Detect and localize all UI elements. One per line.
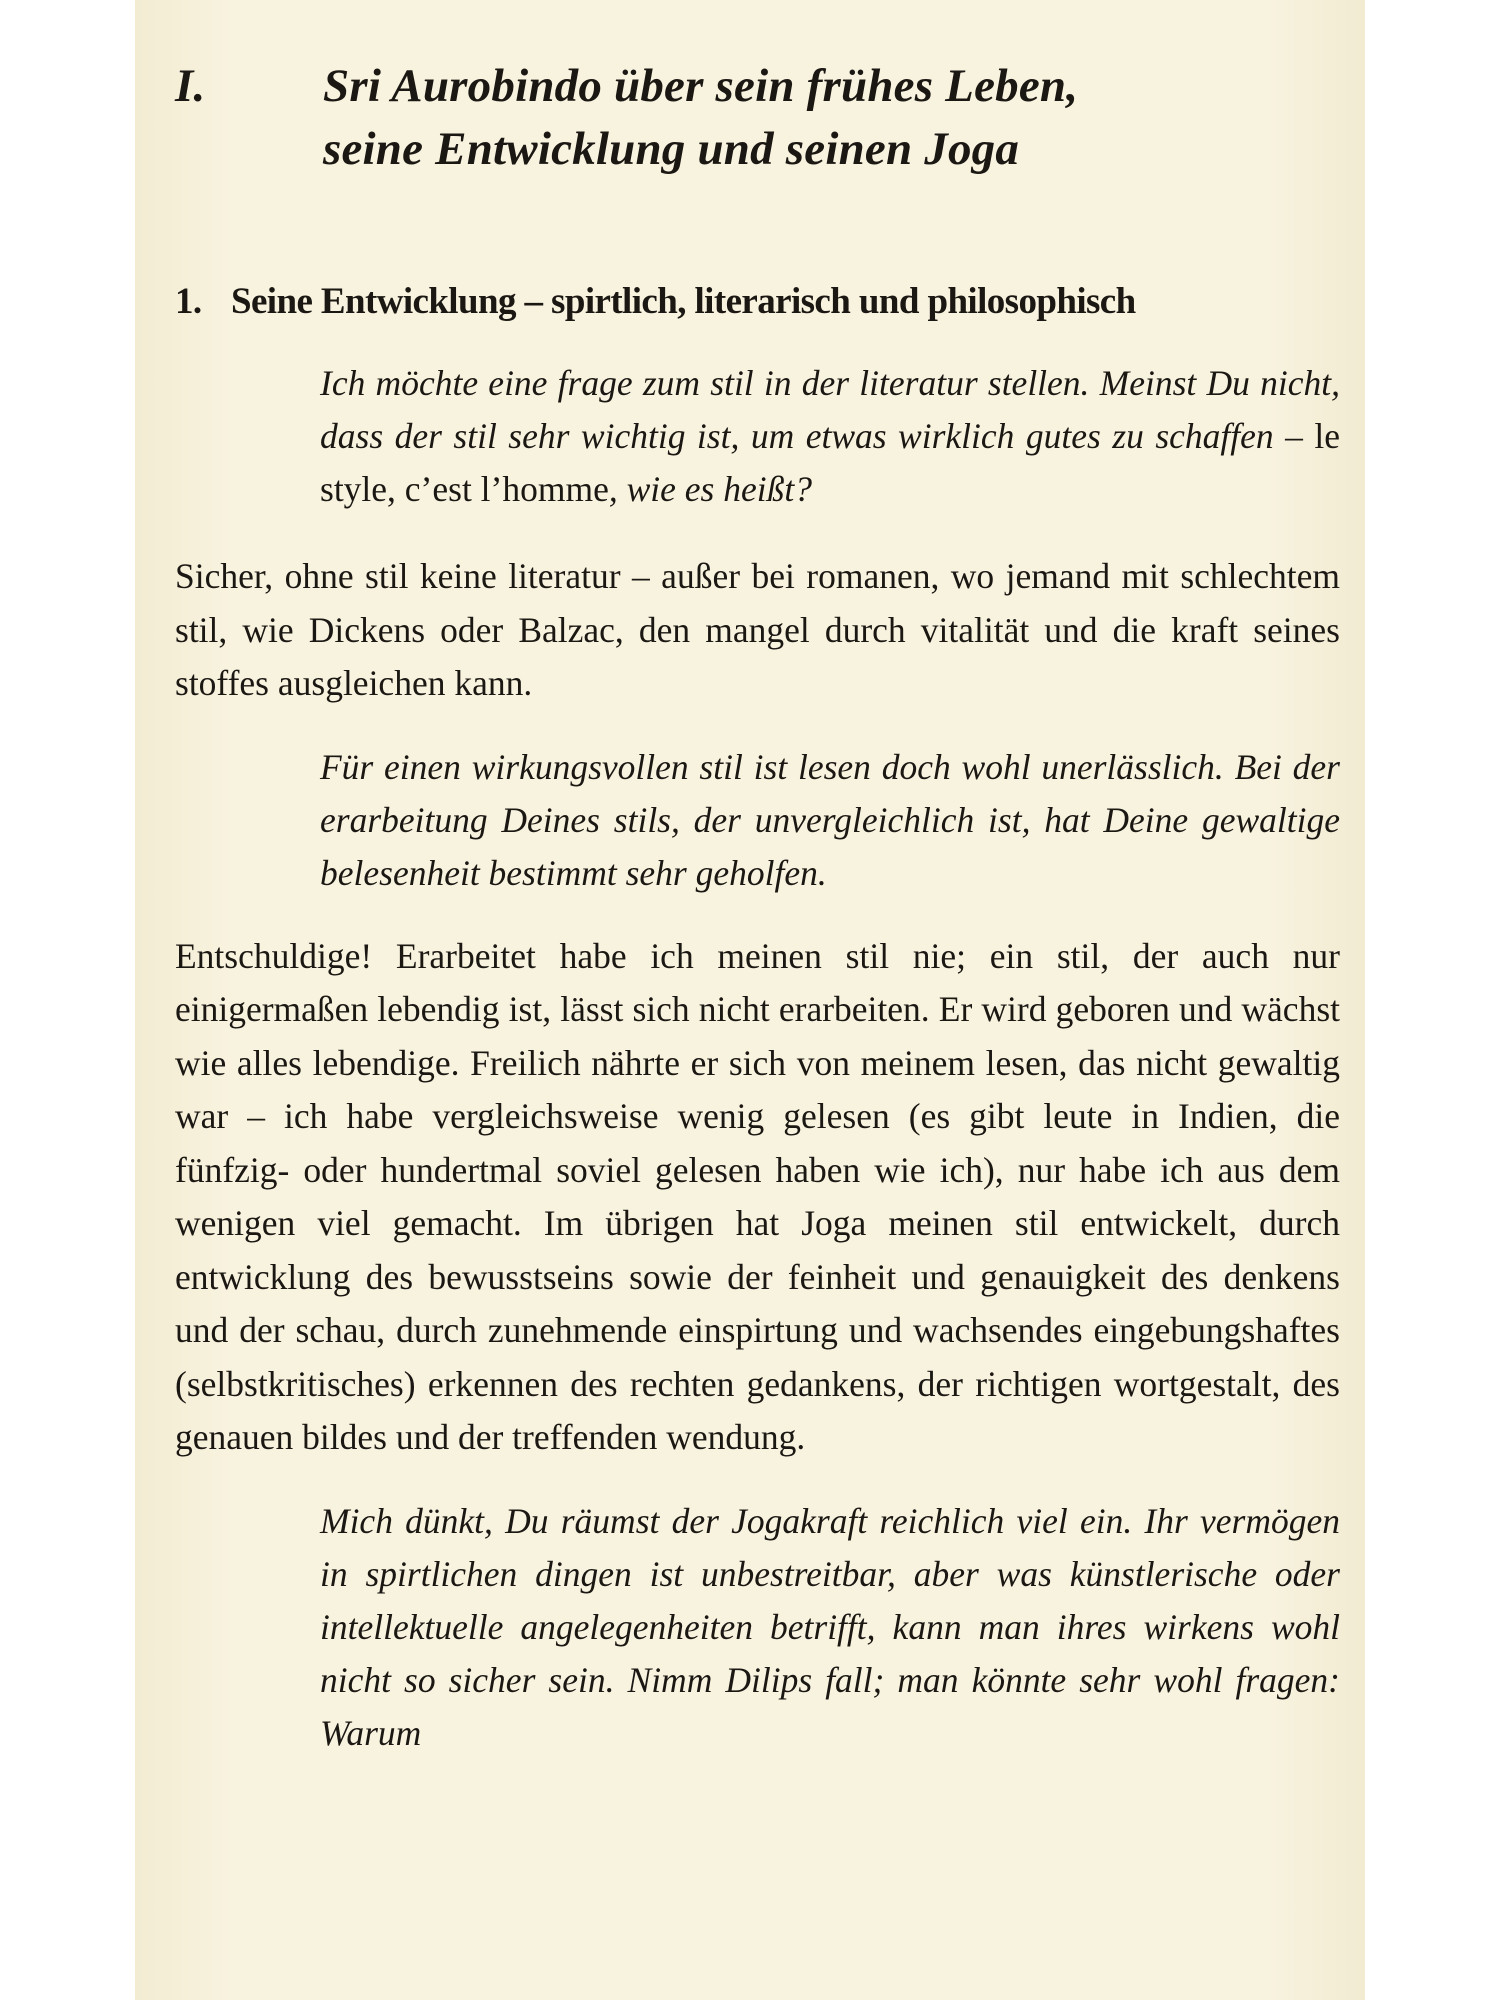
section-title-text: Seine Entwicklung – spirtlich, literarisch und philosophisch [231, 281, 1136, 322]
chapter-number: I. [175, 60, 206, 112]
section-title [175, 277, 1340, 327]
question-1-tail: , wie es heißt? [608, 469, 812, 509]
question-paragraph-2: Für einen wirkungsvollen stil ist lesen doch wohl unerlässlich. Bei der erarbeitung Deines stils, der unvergleichlich ist, hat Deine gewaltige belesenheit bestimmt sehr geholfen. [320, 746, 1340, 893]
chapter-title-line1: Sri Aurobindo über sein frühes Leben, [323, 60, 1079, 112]
answer-paragraph-1: Sicher, ohne stil keine literatur – außer bei romanen, wo jemand mit schlechtem stil, wie Dickens oder Balzac, den mangel durch vitalität und die kraft seines stoffes ausgleichen kann. [175, 556, 1340, 703]
question-paragraph-3: Mich dünkt, Du räumst der Jogakraft reichlich viel ein. Ihr vermögen in spirtlichen dingen ist unbestreitbar, aber was künstlerische oder intellektuelle angelegenheiten betrifft, kann man ihres wirkens wohl nicht so sicher sein. Nimm Dilips fall; man könnte sehr wohl fragen: Warum [320, 1500, 1340, 1753]
chapter-title [175, 55, 1340, 181]
question-paragraph-1 [320, 357, 1340, 516]
answer-paragraph-2: Entschuldige! Erarbeitet habe ich meinen stil nie; ein stil, der auch nur einigermaßen lebendig ist, lässt sich nicht erarbeiten. Er wird geboren und wächst wie alles lebendige. Freilich nährte er sich von meinem lesen, das nicht gewaltig war – ich habe vergleichsweise wenig gelesen (es gibt leute in Indien, die fünfzig- oder hundertmal soviel gelesen haben wie ich), nur habe ich aus dem wenigen viel gemacht. Im übrigen hat Joga meinen stil entwickelt, durch entwicklung des bewusstseins sowie der feinheit und genauigkeit des denkens und der schau, durch zunehmende einspirtung und wachsendes eingebungshaftes (selbstkritisches) erkennen des rechten gedankens, der richtigen wortgestalt, des genauen bildes und der treffenden wendung. [175, 935, 1340, 1457]
book-page [135, 0, 1365, 2000]
section-number: 1. [175, 281, 202, 322]
question-1-text: Ich möchte eine frage zum stil in der literatur stellen. Meinst Du nicht, dass der stil sehr wichtig ist, um etwas wirklich gutes zu schaffen – [320, 363, 1340, 456]
chapter-title-line2: seine Entwicklung und seinen Joga [323, 123, 1020, 175]
page-content [175, 55, 1340, 1760]
question-1-quote: le style, c’est l’homme [320, 416, 1340, 509]
